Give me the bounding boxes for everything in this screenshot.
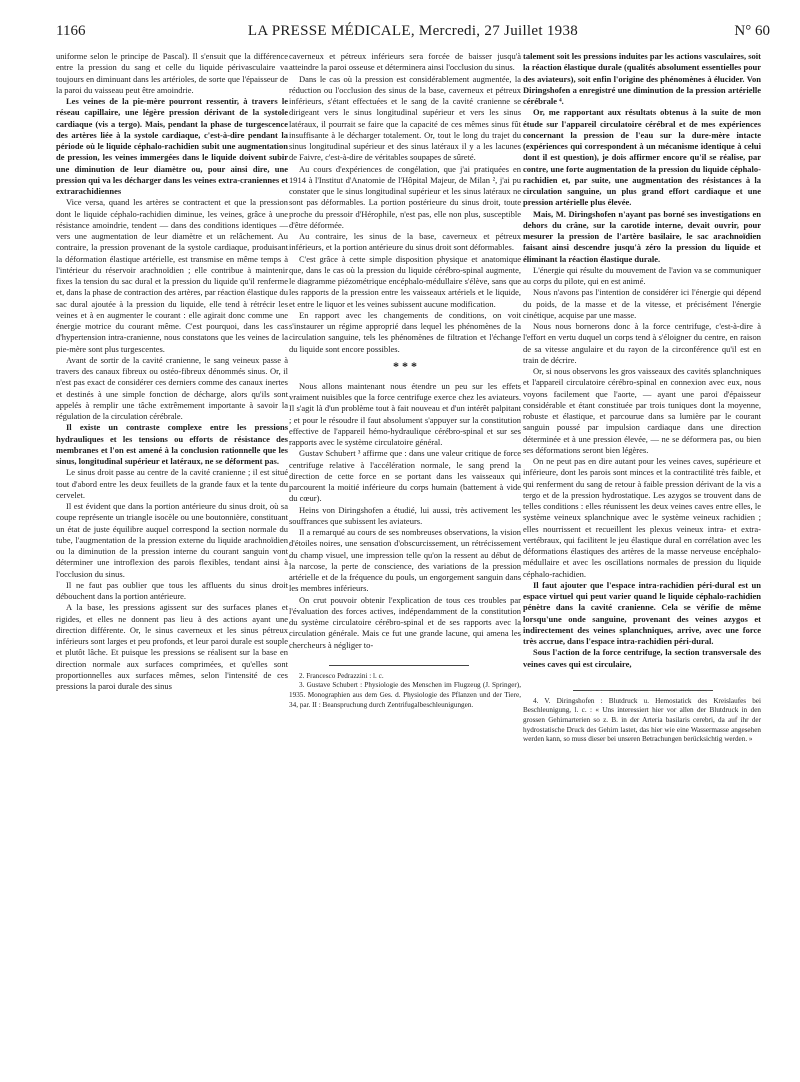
paragraph: Au contraire, les sinus de la base, caverneux et pétreux inférieurs, et la portion antérieure du sinus droit sont déformables. [289,231,521,253]
paragraph: Or, si nous observons les gros vaisseaux des cavités splanchniques et l'appareil circulatoire cérébro-spinal en connexion avec eux, nous voyons facilement que l'aorte, — ayant une paroi d'épaisseur considérable et étant constituée par trois tuniques dont la moyenne, robuste et élastique, et parcourue dans sa lumière par le courant sanguin poussé par impulsion cardiaque dans une direction déterminée et à une pression élevée, — ne se déformera pas, ou bien ses déformations seront bien légères. [523,366,761,455]
paragraph: talement soit les pressions induites par les actions vasculaires, soit la réaction élastique durale (qualités absolument essentielles pour des aviateurs), soit enfin l'origine des phénomènes à élucider. Von Diringshofen a enregistré une diminution de la pression artérielle cérébrale ⁴. [523,51,761,106]
paragraph: Les veines de la pie-mère pourront ressentir, à travers le réseau capillaire, une légère pression dérivant de la systole cardiaque (vis a tergo). Mais, pendant la phase de turgescence des artères liée à la systole cardiaque, c'est-à-dire pendant la période où le liquide céphalo-rachidien subit une augmentation de pression, les veines immergées dans le liquide doivent subir une diminution de leur diamètre ou, pour ainsi dire, une pression qui va les décharger dans les veines extra-craniennes et extrarachidiennes [56,96,288,196]
footnote-rule [329,665,469,666]
footnote: 2. Francesco Pedrazzini : l. c. [299,671,384,680]
section-separator: * * * [393,358,417,373]
paragraph: C'est grâce à cette simple disposition physique et anatomique que, dans le cas où la pression du liquide cérébro-spinal augmente, le diagramme piézométrique encéphalo-médullaire s'élève, sans que les rapports de la pression entre les vaisseaux artériels et le liquide, et entre le liquor et les veines subissent aucune modification. [289,253,521,309]
paragraph: Le sinus droit passe au centre de la cavité cranienne ; il est situé tout d'abord entre les deux feuillets de la grande faux et la tente du cervelet. [56,467,288,500]
paragraph: On crut pouvoir obtenir l'explication de tous ces troubles par l'évaluation des forces actives, indépendamment de la constitution du système circulatoire cérébro-spinal et de ses rapports avec la circulation générale. Mais ce fut une grande lacune, qui amena les chercheurs à négliger to- [289,594,521,650]
paragraph: Il existe un contraste complexe entre les pressions hydrauliques et les tensions ou efforts de résistance des membranes et l'on est amené à la conclusion rationnelle que les sinus, longitudinal supérieur et latéraux, ne se déforment pas. [56,422,288,466]
paragraph: Heins von Diringshofen a étudié, lui aussi, très activement les souffrances que subissent les aviateurs. [289,504,521,526]
column-3 [523,51,761,745]
paragraph: On ne peut pas en dire autant pour les veines caves, supérieure et inférieure, dont les parois sont minces et la contractilité très faible, et qui renferment du sang de retour à faible pression dérivant de la vis a tergo et de la pression hydrostatique. Les azygos se trouvent dans de telles conditions : elles réunissent les deux veines caves entre elles, le système veineux splanchnique avec le système veineux rachidien ; elles nourrissent et recueillent les plexus veineux intra- et extra-vertébraux, qui facilitent le jeu élastique dural en corrélation avec les déformations élastiques des artères de la masse nerveuse encéphalo-médullaire et avec les oscillations normales de pression du liquide céphalo-rachidien. [523,456,761,579]
page-number: 1166 [56,23,86,39]
paragraph: Il faut ajouter que l'espace intra-rachidien péri-dural est un espace virtuel qui peut varier quand le liquide céphalo-rachidien pénètre dans la cavité cranienne. Cela se vérifie de même lorsqu'une onde sanguine, provenant des veines azygos et indirectement des veines splanchniques, arrive, avec une force très accrue, dans l'espace intra-rachidien péri-dural. [523,579,761,646]
journal-title: LA PRESSE MÉDICALE, Mercredi, 27 Juillet 1938 [247,23,579,39]
issue-number: N° 60 [734,23,770,39]
paragraph: Nous allons maintenant nous étendre un peu sur les effets vraiment nuisibles que la force centrifuge exerce chez les aviateurs. Il s'agit là d'un problème tout à fait nouveau et d'un intérêt palpitant ; et pour le résoudre il faut absolument s'appuyer sur la constitution effective de l'appareil hémo-hydraulique cérébro-spinal et sur ses rapports avec le système circulatoire général. [289,380,521,447]
paragraph: Il ne faut pas oublier que tous les affluents du sinus droit débouchent dans la portion antérieure. [56,579,288,601]
paragraph: Dans le cas où la pression est considérablement augmentée, la réduction ou l'occlusion des sinus de la base, caverneux et pétreux inférieurs, s'étant effectuées et le sang de la cavité cranienne se dirigeant vers le sinus longitudinal supérieur et vers les sinus latéraux, il pourrait se faire que la capacité de ces mêmes sinus fût insuffisante à le décharger totalement. Or, tout le long du trajet du sinus longitudinal supérieur et des sinus latéraux il y a les lacunes de Faivre, c'est-à-dire de véritables soupapes de sûreté. [289,73,521,163]
paragraph: uniforme selon le principe de Pascal). Il s'ensuit que la différence entre la pression du sang et celle du liquide périvasculaire va toujours en diminuant dans les artérioles, de sorte que l'épaisseur de la paroi du vaisseau peut être amoindrie. [56,51,288,95]
page-header [56,20,770,42]
paragraph: Il est évident que dans la portion antérieure du sinus droit, où sa coupe représente un triangle isocèle ou une boutonnière, constituant un état de juste équilibre auquel correspond la section normale du tube, l'augmentation de la pression externe du liquide arachnoïdien ou la diminution de la pression interne du courant sanguin vont déterminer une introflexion des parois flexibles, tendant ainsi à l'occlusion du sinus. [56,501,288,579]
paragraph: Or, me rapportant aux résultats obtenus à la suite de mon étude sur l'appareil circulatoire cérébral et de mes expériences concernant la pression de l'eau sur la dure-mère intacte (expériences qui correspondent à un mécanisme identique à celui dont il est question), je dois affirmer encore qu'il se réalise, par contre, une forte augmentation de la pression du liquide céphalo-rachidien et, par suite, une augmentation des résistances à la circulation sanguine, un plus grand effort cardiaque et une pression artérielle plus élevée. [523,107,761,208]
paragraph: En rapport avec les changements de conditions, on voit s'instaurer un régime approprié dans lequel les phénomènes de la circulation sanguine, tels les phénomènes de filtration et l'échange du liquide sont encore possibles. [289,309,521,354]
footnote: 4. V. Diringshofen : Blutdruck u. Hemostatick des Kreislaufes bei Beschleunigung, l. c. : « Uns interessiert hier vor allen der Blutdruck in den grossen Gehirnarterien so z. B. in der Arteria basilaris cerebri, da auf ihr der hydrostatische Druck des Gehirn lastet, das hier wie eine Wassermasse angesehen werden kann, so muss dieser bei unseren Betrachungen berücksichtig werden. » [523,696,761,744]
paragraph: Nous nous bornerons donc à la force centrifuge, c'est-à-dire à l'effort en vertu duquel un corps tend à s'éloigner du centre, en raison de sa vitesse angulaire et du rayon de la circonférence qu'il est en train de décrire. [523,321,761,365]
paragraph: Gustav Schubert ³ affirme que : dans une valeur critique de force centrifuge relative à l'accélération normale, le sang prend la direction de cette force en se portant dans les vaisseaux qui parcourent la moitié inférieure du corps humain (battement à vide du cœur). [289,448,521,504]
footnote: 3. Gustave Schubert : Physiologie des Menschen im Flugzeug (J. Springer), 1935. Monographien aus dem Ges. d. Physiologie des Pflanzen und der Tiere, 34, par. II : Beanspruchung durch Zentrifugalbeschleunigungen. [289,681,521,709]
paragraph: Avant de sortir de la cavité cranienne, le sang veineux passe à travers des canaux fibreux ou ostéo-fibreux dénommés sinus. Or, il n'est pas exact de considérer ces derniers comme des canaux inertes et destinés à une simple fonction de décharge, alors qu'ils sont appelés à remplir une tâche extrêmement importante à savoir la régulation de la circulation cérébrale. [56,354,288,421]
paragraph: Il a remarqué au cours de ses nombreuses observations, la vision d'étoiles noires, une sensation d'obscurcissement, un rétrécissement du champ visuel, une impression telle qu'on la ressent au début de la narcose, la perte de conscience, des variations de la pression artérielle et de la fréquence du pouls, un engorgement sanguin dans les membres inférieurs. [289,527,521,594]
column-2 [289,51,521,710]
paragraph: caverneux et pétreux inférieurs sera forcée de baisser jusqu'à atteindre la paroi osseuse et déterminera ainsi l'occlusion du sinus. [289,51,521,73]
paragraph: L'énergie qui résulte du mouvement de l'avion va se communiquer au corps du pilote, qui en est animé. [523,264,761,286]
paragraph: Nous n'avons pas l'intention de considérer ici l'énergie qui dépend du poids, de la masse et de la vitesse, et précisément l'énergie cinétique, acquise par une masse. [523,287,761,320]
paragraph: Mais, M. Diringshofen n'ayant pas borné ses investigations en dehors du crâne, sur la carotide interne, devait ouvrir, pour mesurer la pression de l'artère basilaire, le sac arachnoïdien faisant ainsi descendre jusqu'à zéro la pression du liquide et éliminant la réaction élastique durale. [523,208,761,264]
paragraph: Sous l'action de la force centrifuge, la section transversale des veines caves qui est circulaire, [523,647,761,669]
column-1 [56,51,288,692]
footnote-rule [573,690,713,691]
paragraph: Au cours d'expériences de congélation, que j'ai pratiquées en 1914 à l'Institut d'Anatomie de l'Hôpital Majeur, de Milan ², j'ai pu constater que le sinus longitudinal supérieur et les sinus latéraux ne sont pas déformables. La portion postérieure du sinus droit, toute proche du pressoir d'Hérophile, n'est pas, elle non plus, susceptible d'être déformée. [289,163,521,230]
paragraph: Vice versa, quand les artères se contractent et que la pression dont le liquide céphalo-rachidien diminue, les veines, grâce à une résistance amoindrie, tendent — dans des conditions identiques — vers une augmentation de leur diamètre et un relâchement. Au contraire, la pression provenant de la systole cardiaque, produisant la déformation élastique artérielle, est transmise en même temps à l'intérieur du réservoir arachnoïdien ; elle contribue à maintenir fixes la tension du sac dural et la pression du liquide qu'il renferme et, dans la phase de contraction des artères, par réaction élastique du sac dural ajoutée à la pression du liquide, elle tend à rétrécir les veines et à en augmenter le courant : elle agirait donc comme une énergie motrice du courant même. C'est pourquoi, dans les cas d'hypertension intra-cranienne, nous constatons que les veines de la pie-mère sont plus turgescentes. [56,197,288,354]
paragraph: A la base, les pressions agissent sur des surfaces planes et rigides, et elles ne donnent pas lieu à des actions ayant une direction différente. Or, le sinus caverneux et les sinus pétreux inférieurs sont larges et peu profonds, et leur paroi durale est souple et plutôt lâche. Et puisque les pressions se réalisent sur la base en direction normale aux surfaces comprimées, et qu'elles sont proportionnelles aux surfaces mêmes, selon l'intensité de ces pressions la paroi durale des sinus [56,602,288,691]
